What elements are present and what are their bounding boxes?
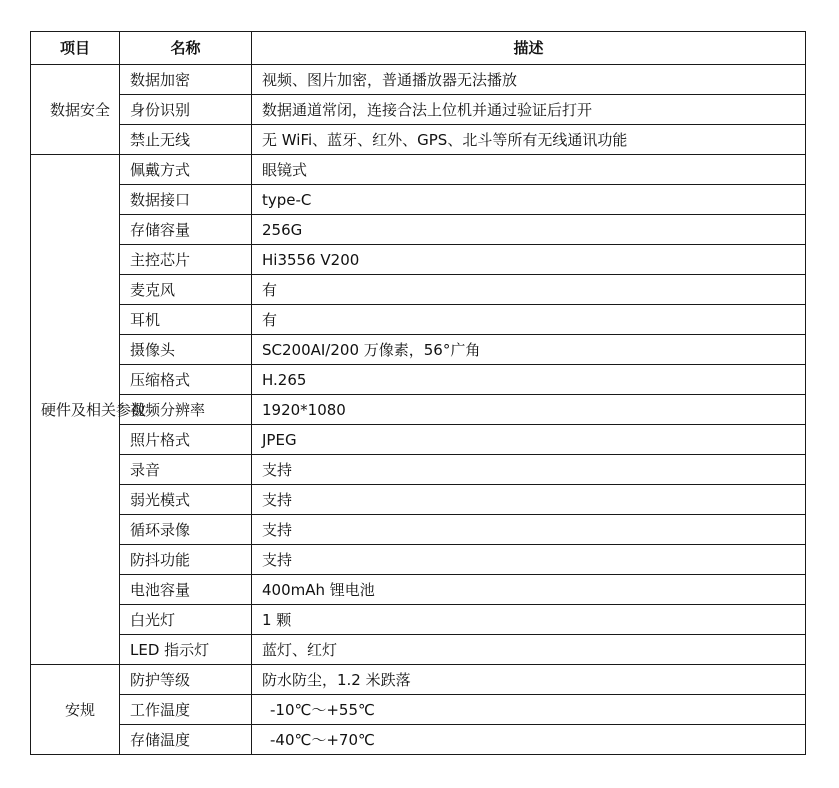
table-row — [31, 605, 806, 635]
table-row — [31, 395, 806, 425]
group-title-data-security: 数据安全 — [31, 65, 120, 155]
table-row — [31, 365, 806, 395]
table-row — [31, 665, 806, 695]
table-row — [31, 485, 806, 515]
row-name: 照片格式 — [120, 425, 252, 455]
row-name: 电池容量 — [120, 575, 252, 605]
row-name: 存储温度 — [120, 725, 252, 755]
row-desc: -40℃～+70℃ — [252, 725, 806, 755]
table-row — [31, 335, 806, 365]
row-desc: 有 — [252, 305, 806, 335]
row-name: 白光灯 — [120, 605, 252, 635]
row-name: 存储容量 — [120, 215, 252, 245]
row-name: 视频分辨率 — [120, 395, 252, 425]
row-desc: 数据通道常闭，连接合法上位机并通过验证后打开 — [252, 95, 806, 125]
row-name: 弱光模式 — [120, 485, 252, 515]
row-name: 循环录像 — [120, 515, 252, 545]
row-desc: 1920*1080 — [252, 395, 806, 425]
row-desc: 眼镜式 — [252, 155, 806, 185]
header-desc: 描述 — [252, 32, 806, 65]
row-desc: JPEG — [252, 425, 806, 455]
table-row — [31, 155, 806, 185]
row-name: 身份识别 — [120, 95, 252, 125]
spec-body — [31, 65, 806, 755]
row-desc: 256G — [252, 215, 806, 245]
row-desc: 支持 — [252, 455, 806, 485]
row-desc: -10℃～+55℃ — [252, 695, 806, 725]
row-name: 主控芯片 — [120, 245, 252, 275]
table-row — [31, 185, 806, 215]
row-desc: 支持 — [252, 485, 806, 515]
table-row — [31, 215, 806, 245]
row-desc: Hi3556 V200 — [252, 245, 806, 275]
row-name: 数据加密 — [120, 65, 252, 95]
table-row — [31, 305, 806, 335]
table-row — [31, 695, 806, 725]
table-row — [31, 275, 806, 305]
row-desc: H.265 — [252, 365, 806, 395]
group-title-hardware: 硬件及相关参数 — [31, 155, 120, 665]
row-name: 摄像头 — [120, 335, 252, 365]
row-name: 防护等级 — [120, 665, 252, 695]
row-name: 禁止无线 — [120, 125, 252, 155]
row-desc: 视频、图片加密，普通播放器无法播放 — [252, 65, 806, 95]
row-name: 佩戴方式 — [120, 155, 252, 185]
row-desc: 蓝灯、红灯 — [252, 635, 806, 665]
row-desc: 支持 — [252, 515, 806, 545]
table-row — [31, 515, 806, 545]
table-row — [31, 545, 806, 575]
row-name: 麦克风 — [120, 275, 252, 305]
header-row — [31, 32, 806, 65]
row-name: 压缩格式 — [120, 365, 252, 395]
header-name: 名称 — [120, 32, 252, 65]
group-title-safety: 安规 — [31, 665, 120, 755]
table-row — [31, 65, 806, 95]
row-desc: type-C — [252, 185, 806, 215]
row-desc: 支持 — [252, 545, 806, 575]
row-name: LED 指示灯 — [120, 635, 252, 665]
row-name: 录音 — [120, 455, 252, 485]
row-name: 耳机 — [120, 305, 252, 335]
spec-table — [30, 31, 806, 755]
table-row — [31, 245, 806, 275]
table-row — [31, 95, 806, 125]
table-row — [31, 425, 806, 455]
header-item: 项目 — [31, 32, 120, 65]
row-desc: 防水防尘，1.2 米跌落 — [252, 665, 806, 695]
row-desc: SC200AI/200 万像素，56°广角 — [252, 335, 806, 365]
table-row — [31, 455, 806, 485]
row-name: 防抖功能 — [120, 545, 252, 575]
row-desc: 1 颗 — [252, 605, 806, 635]
row-desc: 400mAh 锂电池 — [252, 575, 806, 605]
table-row — [31, 125, 806, 155]
row-name: 数据接口 — [120, 185, 252, 215]
row-name: 工作温度 — [120, 695, 252, 725]
table-row — [31, 635, 806, 665]
row-desc: 无 WiFi、蓝牙、红外、GPS、北斗等所有无线通讯功能 — [252, 125, 806, 155]
table-row — [31, 575, 806, 605]
table-row — [31, 725, 806, 755]
row-desc: 有 — [252, 275, 806, 305]
